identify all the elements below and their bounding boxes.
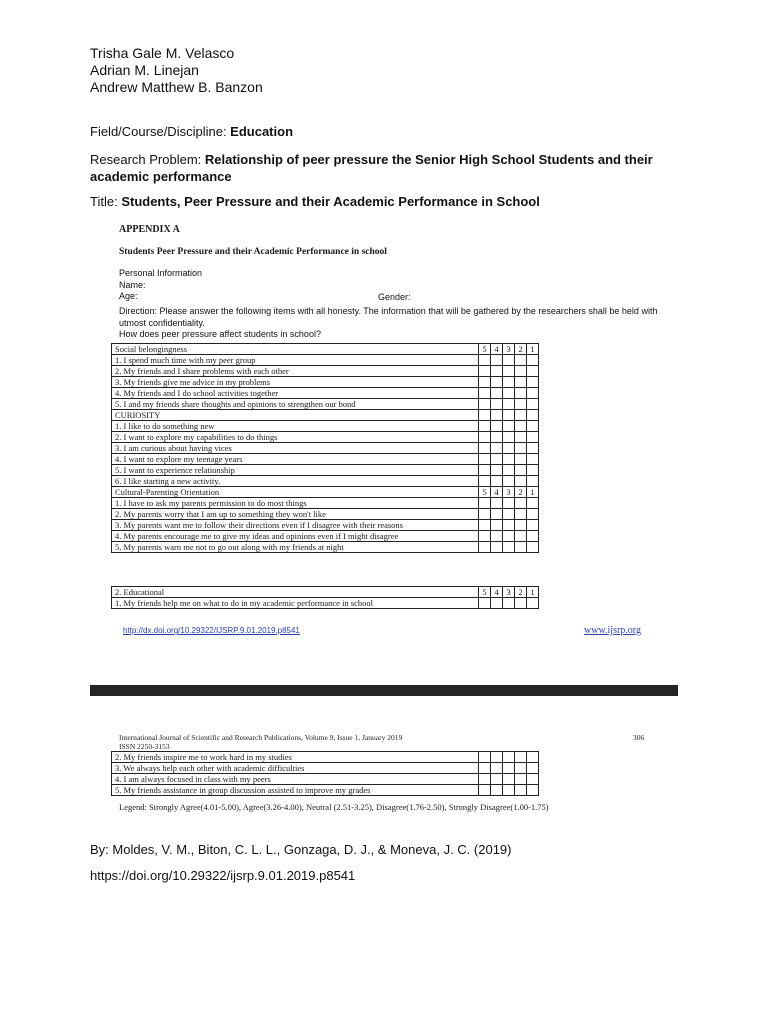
- scale-cell[interactable]: [515, 377, 527, 388]
- author-name: Andrew Matthew B. Banzon: [90, 79, 263, 95]
- table-row: [112, 432, 539, 443]
- table-row: [112, 465, 539, 476]
- scale-cell[interactable]: [491, 542, 503, 553]
- scale-legend: Legend: Strongly Agree(4.01-5.00), Agree(3.26-4.00), Neutral (2.51-3.25), Disagree(1.76-2.50), Strongly Disagree(1.00-1.75): [119, 802, 549, 812]
- scale-cell[interactable]: [503, 498, 515, 509]
- scale-cell[interactable]: [515, 432, 527, 443]
- scale-cell[interactable]: [479, 421, 491, 432]
- scale-cell[interactable]: [479, 520, 491, 531]
- scale-cell[interactable]: [491, 421, 503, 432]
- scale-cell[interactable]: [515, 498, 527, 509]
- scale-cell[interactable]: [479, 399, 491, 410]
- problem-value: Relationship of peer pressure the Senior High School Students and their academic performance: [90, 152, 653, 184]
- scale-cell[interactable]: [527, 388, 539, 399]
- scale-cell[interactable]: [491, 454, 503, 465]
- scale-cell[interactable]: [491, 399, 503, 410]
- scale-cell[interactable]: 3: [503, 487, 515, 498]
- scale-cell[interactable]: [527, 498, 539, 509]
- item-text: 2. My friends and I share problems with each other: [112, 366, 479, 377]
- scale-cell[interactable]: [503, 355, 515, 366]
- scale-cell[interactable]: 3: [503, 587, 515, 598]
- scale-cell[interactable]: [479, 509, 491, 520]
- survey-question: How does peer pressure affect students in school?: [119, 329, 321, 339]
- scale-cell[interactable]: [527, 774, 539, 785]
- item-text: 2. I want to explore my capabilities to do things: [112, 432, 479, 443]
- table-row: [112, 476, 539, 487]
- item-text: 4. My parents encourage me to give my ideas and opinions even if I might disagree: [112, 531, 479, 542]
- scale-cell[interactable]: [527, 542, 539, 553]
- scale-cell[interactable]: [527, 432, 539, 443]
- table-row: [112, 509, 539, 520]
- item-text: Cultural-Parenting Orientation: [112, 487, 479, 498]
- scale-cell[interactable]: [503, 454, 515, 465]
- scale-cell[interactable]: [515, 763, 527, 774]
- author-name: Adrian M. Linejan: [90, 62, 199, 78]
- item-text: 1. I like to do something new: [112, 421, 479, 432]
- table-row: [112, 366, 539, 377]
- scale-cell[interactable]: 2: [515, 487, 527, 498]
- scale-cell[interactable]: [515, 476, 527, 487]
- direction-paragraph: Direction: Please answer the following items with all honesty. The information that will be gathered by the researchers shall be held with utmost confidentiality.: [119, 306, 658, 328]
- scale-cell[interactable]: [491, 410, 503, 421]
- field-line: [90, 124, 293, 139]
- table-row: [112, 587, 539, 598]
- scale-cell[interactable]: [515, 366, 527, 377]
- item-text: 4. My friends and I do school activities together: [112, 388, 479, 399]
- scale-cell[interactable]: [479, 388, 491, 399]
- scale-cell[interactable]: [491, 509, 503, 520]
- scale-cell[interactable]: [515, 520, 527, 531]
- scale-cell[interactable]: [479, 377, 491, 388]
- survey-title: Students Peer Pressure and their Academic Performance in school: [119, 247, 387, 257]
- table-row: [112, 542, 539, 553]
- item-text: 5. I and my friends share thoughts and opinions to strengthen our bond: [112, 399, 479, 410]
- table-row: [112, 763, 539, 774]
- scale-cell[interactable]: [515, 785, 527, 796]
- item-text: 4. I want to explore my teenage years: [112, 454, 479, 465]
- page-divider: [90, 685, 678, 696]
- scale-cell[interactable]: [491, 598, 503, 609]
- scale-cell[interactable]: [527, 410, 539, 421]
- title-line: [90, 194, 540, 209]
- scale-cell[interactable]: [515, 421, 527, 432]
- table-row: [112, 355, 539, 366]
- scale-cell[interactable]: [503, 366, 515, 377]
- personal-info-heading: Personal Information: [119, 268, 203, 278]
- scale-cell[interactable]: [503, 465, 515, 476]
- scale-cell[interactable]: 4: [491, 587, 503, 598]
- title-value: Students, Peer Pressure and their Academic Performance in School: [121, 194, 540, 209]
- scale-cell[interactable]: [503, 432, 515, 443]
- scale-cell[interactable]: [527, 476, 539, 487]
- scale-cell[interactable]: [503, 443, 515, 454]
- item-text: 5. I want to experience relationship: [112, 465, 479, 476]
- page-number: 306: [633, 733, 645, 742]
- scale-cell[interactable]: [503, 509, 515, 520]
- journal-site-link[interactable]: www.ijsrp.org: [584, 625, 641, 636]
- table-row: [112, 421, 539, 432]
- educational-table: [111, 586, 539, 609]
- item-text: 3. We always help each other with academic difficulties: [112, 763, 479, 774]
- scale-cell[interactable]: [491, 355, 503, 366]
- title-label: Title:: [90, 194, 122, 209]
- item-text: 2. My parents worry that I am up to something they won't like: [112, 509, 479, 520]
- table-row: [112, 752, 539, 763]
- scale-cell[interactable]: [491, 774, 503, 785]
- item-text: Social belongingness: [112, 344, 479, 355]
- scale-cell[interactable]: [503, 752, 515, 763]
- questionnaire-table: [111, 343, 539, 553]
- author-list: [90, 45, 263, 96]
- item-text: 4. I am always focused in class with my peers: [112, 774, 479, 785]
- personal-info: [119, 268, 202, 303]
- scale-cell[interactable]: [527, 465, 539, 476]
- scale-cell[interactable]: [515, 465, 527, 476]
- scale-cell[interactable]: [491, 520, 503, 531]
- item-text: 1. I spend much time with my peer group: [112, 355, 479, 366]
- table-row: [112, 785, 539, 796]
- scale-cell[interactable]: [503, 531, 515, 542]
- scale-cell[interactable]: [479, 598, 491, 609]
- scale-cell[interactable]: 5: [479, 344, 491, 355]
- scale-cell[interactable]: [491, 763, 503, 774]
- scale-cell[interactable]: [527, 598, 539, 609]
- item-text: 1. I have to ask my parents permission to do most things: [112, 498, 479, 509]
- scale-cell[interactable]: [479, 410, 491, 421]
- table-row: [112, 487, 539, 498]
- scale-cell[interactable]: [491, 377, 503, 388]
- scale-cell[interactable]: [491, 432, 503, 443]
- item-text: 3. My friends give me advice in my problems: [112, 377, 479, 388]
- citation: By: Moldes, V. M., Biton, C. L. L., Gonzaga, D. J., & Moneva, J. C. (2019): [90, 842, 512, 857]
- research-problem: [90, 151, 680, 185]
- item-text: 3. My parents want me to follow their directions even if I disagree with their reasons: [112, 520, 479, 531]
- scale-cell[interactable]: [515, 355, 527, 366]
- item-text: CURIOSITY: [112, 410, 479, 421]
- scale-cell[interactable]: 4: [491, 487, 503, 498]
- scale-cell[interactable]: [479, 498, 491, 509]
- scale-cell[interactable]: [491, 443, 503, 454]
- scale-cell[interactable]: [491, 752, 503, 763]
- scale-cell[interactable]: [503, 598, 515, 609]
- table-row: [112, 598, 539, 609]
- table-row: [112, 388, 539, 399]
- scale-cell[interactable]: [527, 377, 539, 388]
- scale-cell[interactable]: [527, 366, 539, 377]
- item-text: 5. My parents warn me not to go out along with my friends at night: [112, 542, 479, 553]
- scale-cell[interactable]: 2: [515, 587, 527, 598]
- scale-cell[interactable]: 5: [479, 587, 491, 598]
- direction-text: [119, 306, 659, 341]
- scale-cell[interactable]: [527, 443, 539, 454]
- journal-header: [119, 733, 402, 751]
- scale-cell[interactable]: [479, 465, 491, 476]
- scale-cell[interactable]: [527, 785, 539, 796]
- scale-cell[interactable]: [479, 366, 491, 377]
- item-text: 5. My friends assistance in group discussion assisted to improve my grades: [112, 785, 479, 796]
- scale-cell[interactable]: [479, 542, 491, 553]
- table-row: [112, 344, 539, 355]
- scale-cell[interactable]: [527, 763, 539, 774]
- scale-cell[interactable]: [527, 355, 539, 366]
- scale-cell[interactable]: [479, 774, 491, 785]
- scale-cell[interactable]: [515, 388, 527, 399]
- scale-cell[interactable]: [491, 785, 503, 796]
- scale-cell[interactable]: [515, 531, 527, 542]
- scale-cell[interactable]: [527, 399, 539, 410]
- scale-cell[interactable]: [503, 410, 515, 421]
- scale-cell[interactable]: [491, 465, 503, 476]
- table-row: [112, 399, 539, 410]
- scale-cell[interactable]: [479, 785, 491, 796]
- doi-link[interactable]: http://dx.doi.org/10.29322/IJSRP.9.01.2019.p8541: [123, 626, 300, 635]
- field-label: Field/Course/Discipline:: [90, 124, 231, 139]
- name-label: Name:: [119, 279, 146, 290]
- journal-title: International Journal of Scientific and Research Publications, Volume 9, Issue 1, January 2019: [119, 733, 403, 742]
- item-text: 2. Educational: [112, 587, 479, 598]
- scale-cell[interactable]: [479, 531, 491, 542]
- table-row: [112, 774, 539, 785]
- scale-cell[interactable]: [515, 443, 527, 454]
- scale-cell[interactable]: [503, 399, 515, 410]
- scale-cell[interactable]: 5: [479, 487, 491, 498]
- scale-cell[interactable]: [479, 763, 491, 774]
- scale-cell[interactable]: [479, 476, 491, 487]
- table-row: [112, 531, 539, 542]
- scale-cell[interactable]: [503, 476, 515, 487]
- scale-cell[interactable]: [503, 542, 515, 553]
- scale-cell[interactable]: [527, 509, 539, 520]
- scale-cell[interactable]: [515, 509, 527, 520]
- scale-cell[interactable]: [503, 763, 515, 774]
- table-row: [112, 520, 539, 531]
- item-text: 2. My friends inspire me to work hard in my studies: [112, 752, 479, 763]
- scale-cell[interactable]: [515, 542, 527, 553]
- scale-cell[interactable]: [527, 421, 539, 432]
- scale-cell[interactable]: 1: [527, 487, 539, 498]
- scale-cell[interactable]: [479, 454, 491, 465]
- item-text: 6. I like starting a new activity.: [112, 476, 479, 487]
- author-name: Trisha Gale M. Velasco: [90, 45, 235, 61]
- item-text: 1. My friends help me on what to do in my academic performance in school: [112, 598, 479, 609]
- scale-cell[interactable]: [491, 388, 503, 399]
- gender-label: Gender:: [378, 292, 411, 302]
- scale-cell[interactable]: [491, 476, 503, 487]
- scale-cell[interactable]: [515, 454, 527, 465]
- scale-cell[interactable]: [515, 399, 527, 410]
- scale-cell[interactable]: [479, 432, 491, 443]
- scale-cell[interactable]: [515, 598, 527, 609]
- appendix-heading: APPENDIX A: [119, 224, 180, 235]
- scale-cell[interactable]: [503, 388, 515, 399]
- scale-cell[interactable]: [527, 752, 539, 763]
- table-row: [112, 498, 539, 509]
- table-row: [112, 377, 539, 388]
- citation-doi: https://doi.org/10.29322/ijsrp.9.01.2019.p8541: [90, 868, 356, 883]
- scale-cell[interactable]: [479, 355, 491, 366]
- scale-cell[interactable]: [503, 377, 515, 388]
- scale-cell[interactable]: [515, 752, 527, 763]
- scale-cell[interactable]: 4: [491, 344, 503, 355]
- scale-cell[interactable]: 2: [515, 344, 527, 355]
- field-value: Education: [230, 124, 294, 139]
- scale-cell[interactable]: [527, 454, 539, 465]
- journal-issn: ISSN 2250-3153: [119, 742, 170, 751]
- scale-cell[interactable]: [527, 520, 539, 531]
- table-row: [112, 454, 539, 465]
- scale-cell[interactable]: [503, 520, 515, 531]
- scale-cell[interactable]: [479, 443, 491, 454]
- scale-cell[interactable]: [491, 531, 503, 542]
- problem-label: Research Problem:: [90, 152, 205, 167]
- scale-cell[interactable]: [491, 498, 503, 509]
- scale-cell[interactable]: [503, 774, 515, 785]
- scale-cell[interactable]: [479, 752, 491, 763]
- scale-cell[interactable]: [491, 366, 503, 377]
- scale-cell[interactable]: [503, 785, 515, 796]
- item-text: 3. I am curious about having vices: [112, 443, 479, 454]
- scale-cell[interactable]: [515, 774, 527, 785]
- scale-cell[interactable]: 1: [527, 344, 539, 355]
- scale-cell[interactable]: 3: [503, 344, 515, 355]
- age-label: Age:: [119, 291, 138, 301]
- scale-cell[interactable]: [503, 421, 515, 432]
- scale-cell[interactable]: 1: [527, 587, 539, 598]
- table-row: [112, 443, 539, 454]
- table-row: [112, 410, 539, 421]
- educational-table-continued: [111, 751, 539, 796]
- scale-cell[interactable]: [515, 410, 527, 421]
- scale-cell[interactable]: [527, 531, 539, 542]
